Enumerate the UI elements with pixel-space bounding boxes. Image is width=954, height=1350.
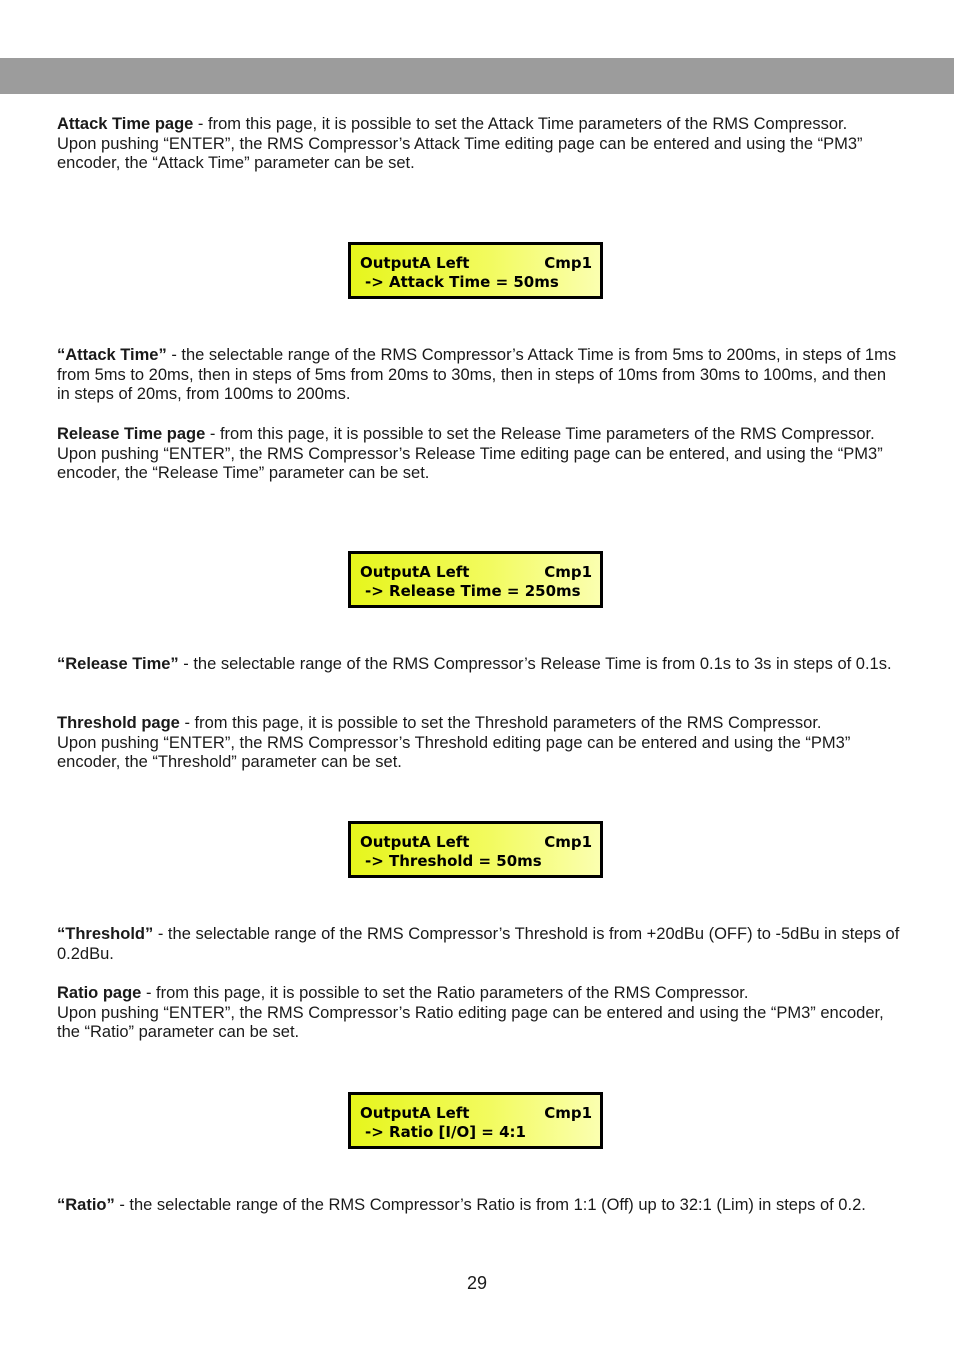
lcd-line1: OutputA Left (360, 1104, 470, 1122)
lcd-line2: -> Release Time = 250ms (365, 582, 581, 600)
release-time-intro-text: - from this page, it is possible to set the Release Time parameters of the RMS Compressor. (205, 425, 875, 443)
lcd-line2: -> Attack Time = 50ms (365, 273, 559, 291)
lcd-tag: Cmp1 (544, 254, 592, 272)
release-time-detail-title: “Release Time” (57, 655, 179, 673)
threshold-detail-title: “Threshold” (57, 925, 154, 943)
ratio-page-title: Ratio page (57, 984, 142, 1002)
attack-time-intro (57, 115, 902, 174)
threshold-intro-text: - from this page, it is possible to set the Threshold parameters of the RMS Compressor. (179, 714, 822, 732)
ratio-intro (57, 984, 902, 1043)
release-time-page-title: Release Time page (57, 425, 206, 443)
attack-time-page-title: Attack Time page (57, 115, 194, 133)
release-time-detail-text: - the selectable range of the RMS Compressor’s Release Time is from 0.1s to 3s in steps of 0.1s. (178, 655, 892, 673)
lcd-tag: Cmp1 (544, 1104, 592, 1122)
lcd-display-release-time (348, 551, 603, 608)
lcd-line1: OutputA Left (360, 833, 470, 851)
lcd-tag: Cmp1 (544, 833, 592, 851)
threshold-page-title: Threshold page (57, 714, 180, 732)
threshold-intro-text-2: Upon pushing “ENTER”, the RMS Compressor’s Threshold editing page can be entered and using the “PM3” encoder, the “Threshold” parameter can be set. (57, 733, 851, 772)
lcd-line2: -> Threshold = 50ms (365, 852, 542, 870)
ratio-intro-text: - from this page, it is possible to set the Ratio parameters of the RMS Compressor. (141, 984, 749, 1002)
ratio-detail-text: - the selectable range of the RMS Compressor’s Ratio is from 1:1 (Off) up to 32:1 (Lim) in steps of 0.2. (114, 1196, 866, 1214)
release-time-intro (57, 425, 902, 484)
ratio-detail (57, 1196, 902, 1216)
lcd-display-attack-time (348, 242, 603, 299)
lcd-line1: OutputA Left (360, 254, 470, 272)
attack-time-detail (57, 346, 902, 405)
lcd-display-threshold (348, 821, 603, 878)
page-number: 29 (466, 1273, 488, 1293)
lcd-line1: OutputA Left (360, 563, 470, 581)
release-time-detail (57, 655, 902, 675)
header-bar (0, 58, 954, 94)
ratio-intro-text-2: Upon pushing “ENTER”, the RMS Compressor’s Ratio editing page can be entered and using the “PM3” encoder, the “Ratio” parameter can be set. (57, 1003, 884, 1042)
attack-time-detail-text: - the selectable range of the RMS Compressor’s Attack Time is from 5ms to 200ms, in steps of 1ms from 5ms to 20ms, then in steps of 5ms from 20ms to 30ms, then in steps of 10ms from 30ms to 100ms, and then in steps of 20ms, from 100ms to 200ms. (57, 346, 897, 404)
threshold-detail (57, 925, 902, 964)
lcd-tag: Cmp1 (544, 563, 592, 581)
ratio-detail-title: “Ratio” (57, 1196, 115, 1214)
attack-time-detail-title: “Attack Time” (57, 346, 167, 364)
lcd-display-ratio (348, 1092, 603, 1149)
lcd-line2: -> Ratio [I/O] = 4:1 (365, 1123, 526, 1141)
release-time-intro-text-2: Upon pushing “ENTER”, the RMS Compressor’s Release Time editing page can be entered, and using the “PM3” encoder, the “Release Time” parameter can be set. (57, 444, 883, 483)
attack-time-intro-text: - from this page, it is possible to set the Attack Time parameters of the RMS Compressor. (193, 115, 848, 133)
attack-time-intro-text-2: Upon pushing “ENTER”, the RMS Compressor’s Attack Time editing page can be entered and using the “PM3” encoder, the “Attack Time” parameter can be set. (57, 134, 863, 173)
threshold-detail-text: - the selectable range of the RMS Compressor’s Threshold is from +20dBu (OFF) to -5dBu in steps of 0.2dBu. (57, 925, 900, 963)
threshold-intro (57, 714, 902, 773)
